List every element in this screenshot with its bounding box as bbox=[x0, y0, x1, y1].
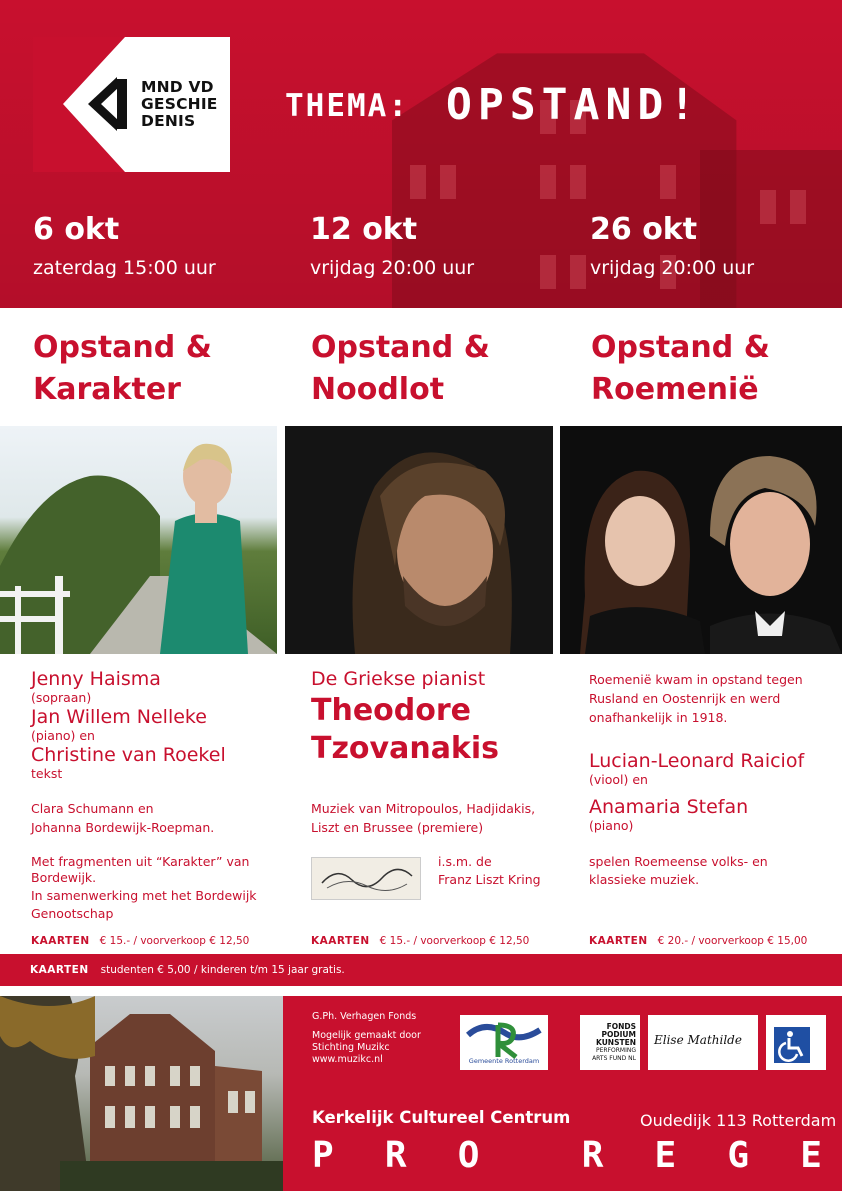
background-window bbox=[410, 165, 426, 199]
liszt-kring-logo bbox=[311, 857, 421, 900]
partner-line: i.s.m. de bbox=[438, 854, 492, 869]
event-2-performer bbox=[311, 692, 499, 768]
event-3-photo bbox=[560, 426, 842, 654]
wheelchair-icon bbox=[774, 1027, 810, 1063]
theme-title: OPSTAND! bbox=[446, 80, 702, 130]
event-title-line: Karakter bbox=[33, 372, 181, 407]
background-window bbox=[790, 190, 806, 224]
sponsor-elise-logo bbox=[648, 1015, 758, 1070]
performer-name: Jan Willem Nelleke bbox=[31, 706, 207, 728]
sponsor-elise-label: Elise Mathilde bbox=[654, 1033, 742, 1047]
background-window bbox=[540, 165, 556, 199]
footer-foundation: Stichting Muzikc bbox=[312, 1042, 390, 1053]
tickets-price: € 15.- / voorverkoop € 12,50 bbox=[379, 935, 530, 947]
background-window bbox=[660, 165, 676, 199]
venue-title-letter: R bbox=[581, 1135, 604, 1176]
background-window bbox=[570, 255, 586, 289]
venue-name: Kerkelijk Cultureel Centrum bbox=[312, 1108, 571, 1127]
sponsor-rotterdam-logo bbox=[460, 1015, 548, 1070]
background-window bbox=[440, 165, 456, 199]
performer-name: Jenny Haisma bbox=[31, 668, 161, 690]
note-line: In samenwerking met het Bordewijk bbox=[31, 888, 257, 903]
tickets-label: KAARTEN bbox=[311, 935, 370, 947]
intro-line: Rusland en Oostenrijk en werd bbox=[589, 691, 781, 706]
event-2-title bbox=[311, 327, 490, 411]
venue-title-letter: E bbox=[654, 1135, 677, 1176]
venue-title-letter: O bbox=[457, 1135, 480, 1176]
background-window bbox=[570, 165, 586, 199]
footer-fund: G.Ph. Verhagen Fonds bbox=[312, 1011, 417, 1022]
event-title-line: Opstand & bbox=[591, 330, 770, 365]
background-window bbox=[540, 255, 556, 289]
event-1-day: zaterdag 15:00 uur bbox=[33, 257, 216, 279]
performer-role: (piano) bbox=[589, 818, 634, 833]
event-1-title bbox=[33, 327, 212, 411]
tickets-label: KAARTEN bbox=[589, 935, 648, 947]
logo-line: GESCHIE bbox=[141, 95, 218, 113]
note-line: Bordewijk. bbox=[31, 870, 97, 885]
logo bbox=[33, 37, 230, 172]
event-title-line: Roemenië bbox=[591, 372, 759, 407]
venue-title-letter: P bbox=[312, 1135, 334, 1176]
performer-name: Lucian-Leonard Raiciof bbox=[589, 750, 805, 772]
venue-title-letter: R bbox=[384, 1135, 407, 1176]
tickets-price: € 15.- / voorverkoop € 12,50 bbox=[99, 935, 250, 947]
tickets-label: KAARTEN bbox=[31, 935, 90, 947]
performer-name-line: Theodore bbox=[311, 693, 472, 728]
note-line: klassieke muziek. bbox=[589, 872, 700, 887]
tickets-price: € 20.- / voorverkoop € 15,00 bbox=[657, 935, 808, 947]
intro-line: onafhankelijk in 1918. bbox=[589, 710, 728, 725]
program-line: Muziek van Mitropoulos, Hadjidakis, bbox=[311, 801, 536, 816]
program-line: Clara Schumann en bbox=[31, 801, 154, 816]
logo-line: DENIS bbox=[141, 112, 196, 130]
tickets-bar bbox=[0, 954, 842, 986]
sponsor-fpk-line: FONDS bbox=[606, 1022, 636, 1031]
theme-label: THEMA: bbox=[285, 88, 409, 124]
sponsor-fpk-line: PODIUM bbox=[601, 1030, 636, 1039]
intro-line: Roemenië kwam in opstand tegen bbox=[589, 672, 803, 687]
performer-name: Christine van Roekel bbox=[31, 744, 226, 766]
venue-photo bbox=[0, 996, 283, 1191]
footer-made-possible: Mogelijk gemaakt door bbox=[312, 1030, 421, 1041]
program-line: Liszt en Brussee (premiere) bbox=[311, 820, 484, 835]
sponsor-fpk-line: PERFORMING bbox=[595, 1047, 636, 1054]
event-3-date: 26 okt bbox=[590, 212, 698, 247]
logo-line: MND VD bbox=[141, 78, 214, 96]
background-window bbox=[760, 190, 776, 224]
sponsor-rotterdam-label: Gemeente Rotterdam bbox=[468, 1057, 540, 1065]
event-3-day: vrijdag 20:00 uur bbox=[590, 257, 755, 279]
tickets-bar-label: KAARTEN bbox=[30, 964, 89, 976]
performer-role: (sopraan) bbox=[31, 690, 92, 705]
event-2-date: 12 okt bbox=[310, 212, 418, 247]
performer-role: tekst bbox=[31, 766, 63, 781]
venue-title-letter: E bbox=[800, 1135, 822, 1176]
venue-title-letter: G bbox=[727, 1135, 750, 1176]
event-title-line: Opstand & bbox=[311, 330, 490, 365]
performer-role: (viool) en bbox=[589, 772, 648, 787]
venue-title bbox=[312, 1135, 822, 1176]
sponsor-fpk-line: ARTS FUND NL bbox=[592, 1055, 636, 1062]
event-2-day: vrijdag 20:00 uur bbox=[310, 257, 475, 279]
event-title-line: Opstand & bbox=[33, 330, 212, 365]
sponsor-fpk-logo bbox=[580, 1015, 640, 1070]
event-2-photo bbox=[285, 426, 553, 654]
note-line: Genootschap bbox=[31, 906, 114, 921]
sponsor-accessibility bbox=[766, 1015, 826, 1070]
performer-name: Anamaria Stefan bbox=[589, 796, 749, 818]
background-building-wing bbox=[700, 150, 842, 308]
event-title-line: Noodlot bbox=[311, 372, 445, 407]
event-3-tickets bbox=[589, 935, 807, 947]
event-2-intro: De Griekse pianist bbox=[311, 668, 486, 690]
program-line: Johanna Bordewijk-Roepman. bbox=[31, 820, 215, 835]
partner-line: Franz Liszt Kring bbox=[438, 872, 541, 887]
tickets-bar-text: studenten € 5,00 / kinderen t/m 15 jaar gratis. bbox=[100, 964, 345, 976]
event-1-tickets bbox=[31, 935, 249, 947]
event-2-tickets bbox=[311, 935, 529, 947]
event-1-date: 6 okt bbox=[33, 212, 120, 247]
performer-role: (piano) en bbox=[31, 728, 95, 743]
venue-address: Oudedijk 113 Rotterdam bbox=[640, 1111, 837, 1130]
note-line: Met fragmenten uit “Karakter” van bbox=[31, 854, 250, 869]
event-1-photo bbox=[0, 426, 277, 654]
event-3-title bbox=[591, 327, 770, 411]
performer-name-line: Tzovanakis bbox=[311, 731, 500, 766]
footer-website-link[interactable]: www.muzikc.nl bbox=[312, 1054, 383, 1065]
sponsor-fpk-line: KUNSTEN bbox=[596, 1038, 636, 1047]
note-line: spelen Roemeense volks- en bbox=[589, 854, 768, 869]
